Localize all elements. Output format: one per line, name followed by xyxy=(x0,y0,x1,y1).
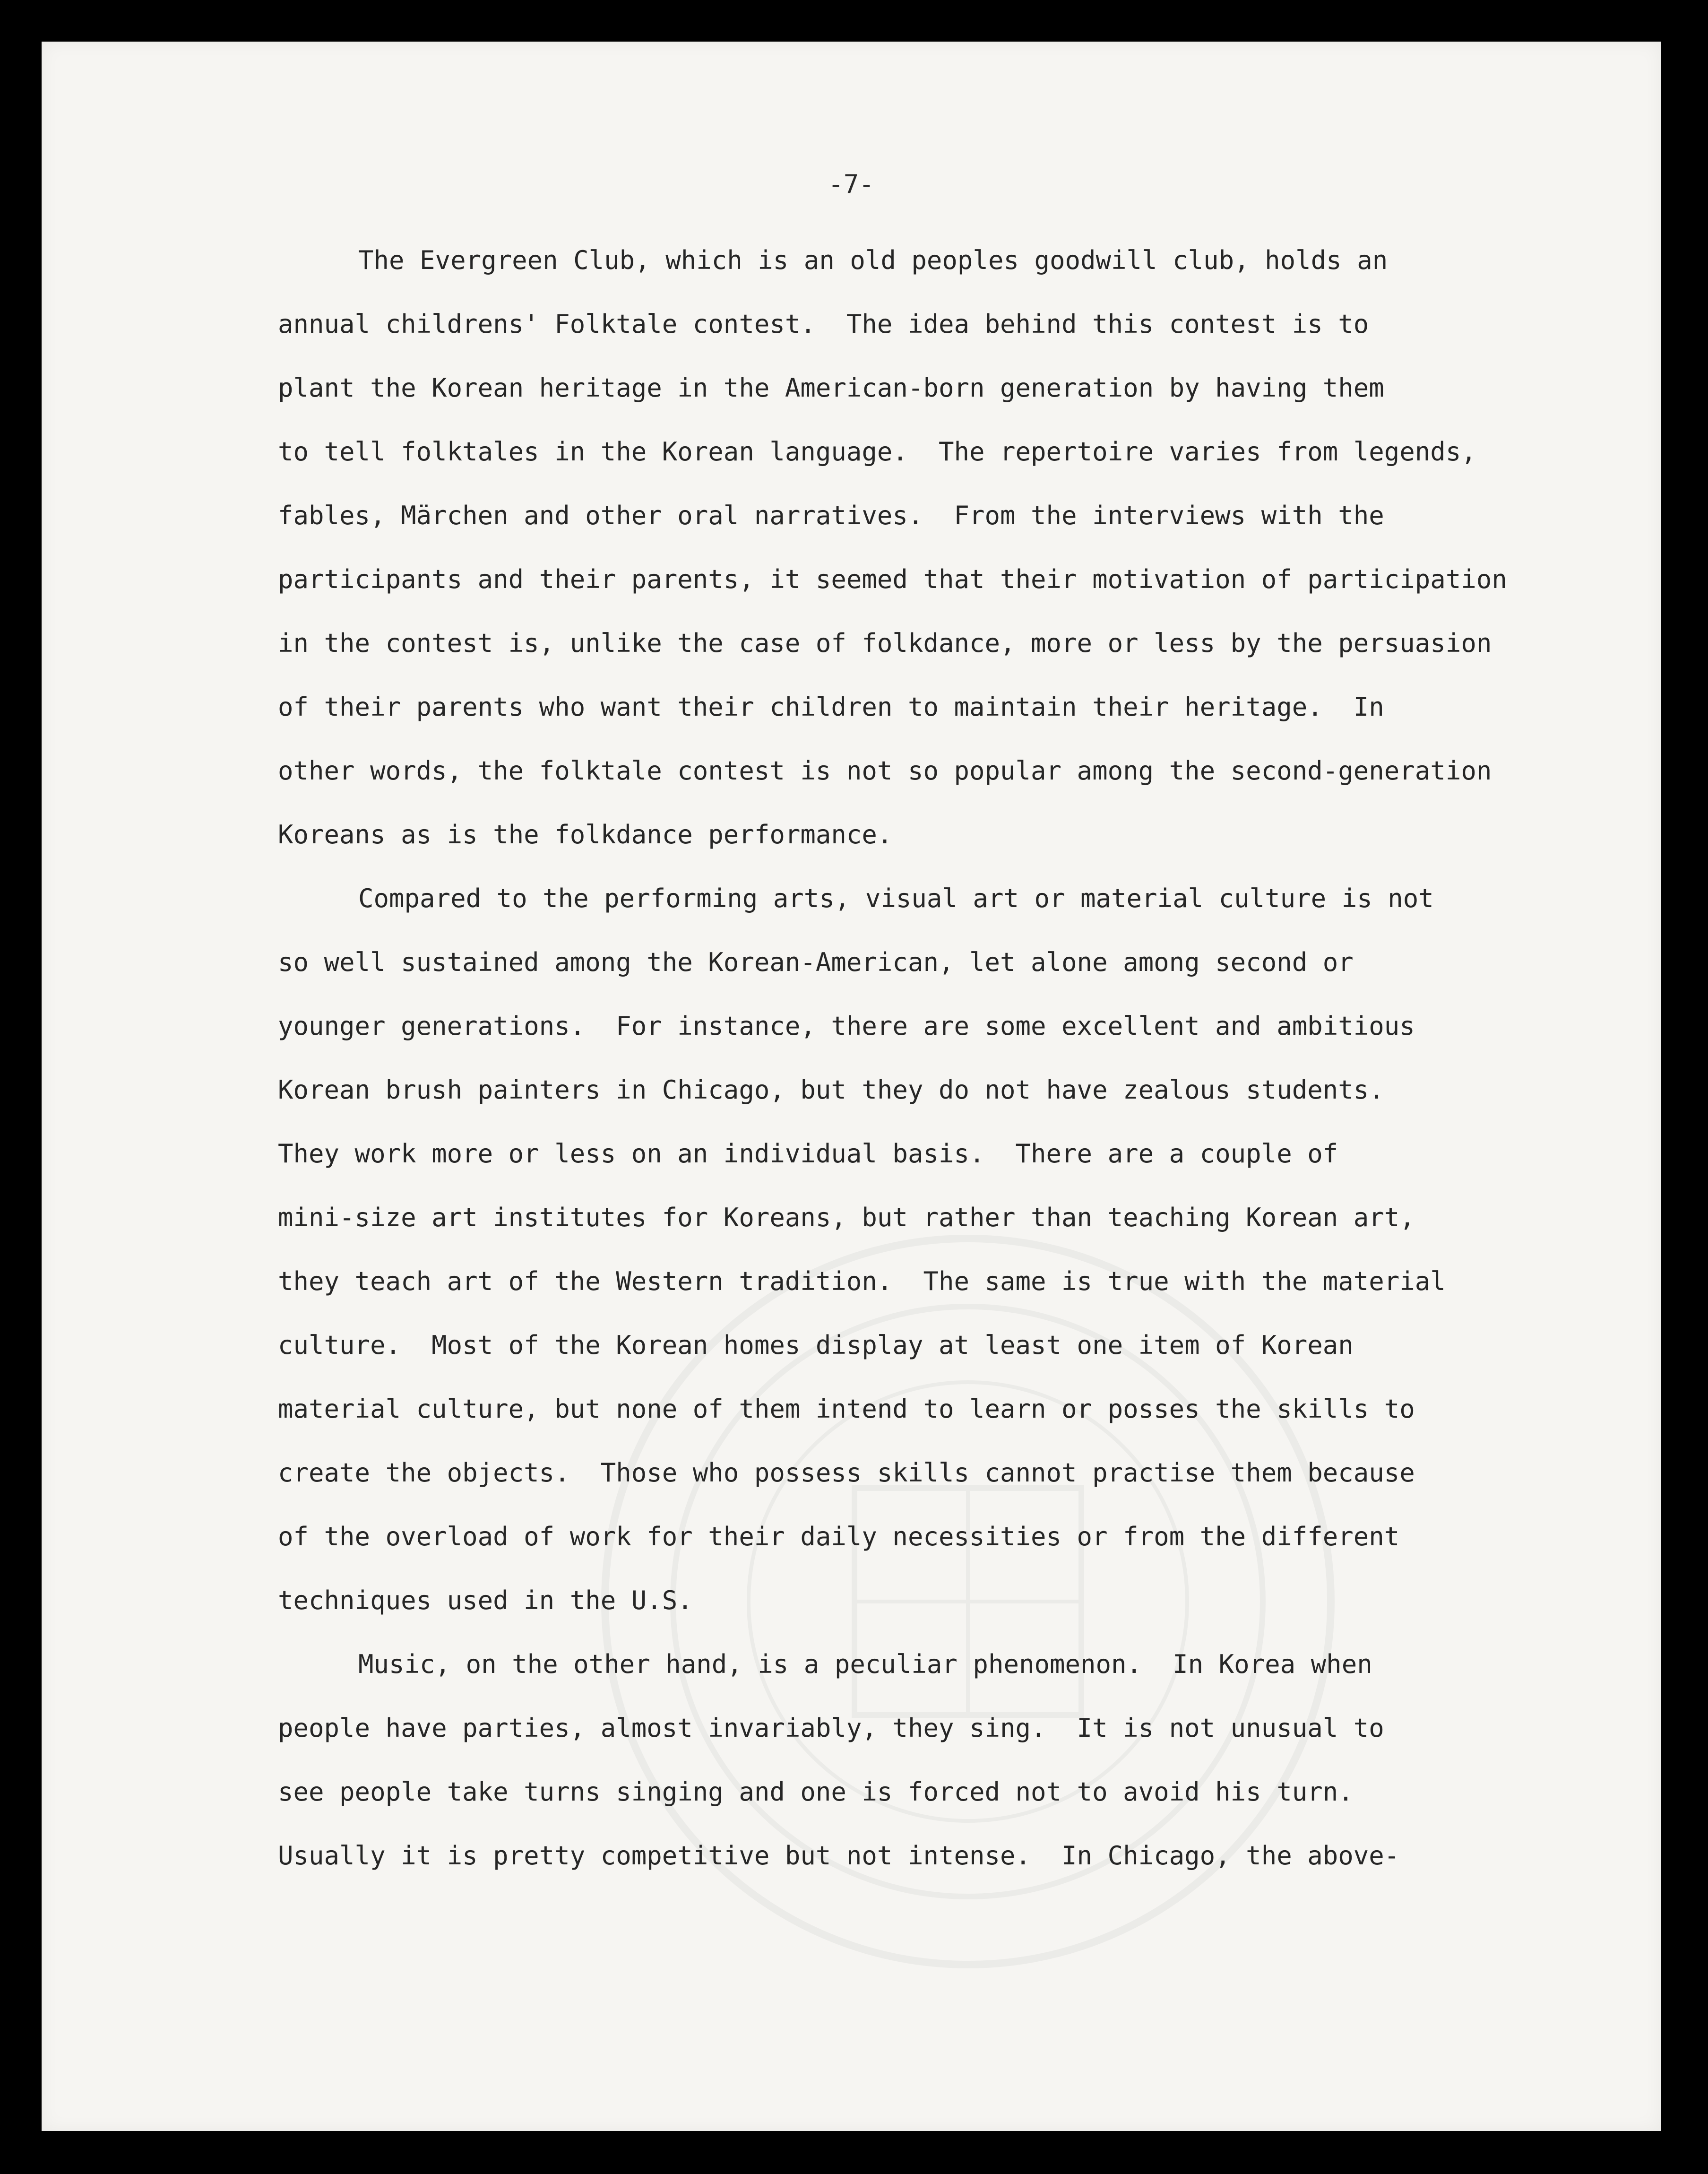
paragraph-1-line-5: fables, Märchen and other oral narratives. From the interviews with the xyxy=(278,501,1384,530)
paragraph-2-line-4: Korean brush painters in Chicago, but they do not have zealous students. xyxy=(278,1075,1384,1105)
paragraph-3-line-4: Usually it is pretty competitive but not intense. In Chicago, the above- xyxy=(278,1841,1400,1871)
paragraph-1-line-7: in the contest is, unlike the case of folkdance, more or less by the persuasion xyxy=(278,628,1492,658)
paragraph-1-line-3: plant the Korean heritage in the American-born generation by having them xyxy=(278,373,1384,403)
paragraph-2-line-6: mini-size art institutes for Koreans, but rather than teaching Korean art, xyxy=(278,1203,1415,1232)
paragraph-3-line-1: Music, on the other hand, is a peculiar phenomenon. In Korea when xyxy=(358,1649,1372,1679)
document-page xyxy=(42,42,1661,2131)
paragraph-2-line-12: techniques used in the U.S. xyxy=(278,1585,693,1615)
paragraph-2-line-3: younger generations. For instance, there are some excellent and ambitious xyxy=(278,1011,1415,1041)
paragraph-1-line-8: of their parents who want their children to maintain their heritage. In xyxy=(278,692,1384,722)
paragraph-1-line-2: annual childrens' Folktale contest. The idea behind this contest is to xyxy=(278,309,1369,339)
paragraph-2-line-1: Compared to the performing arts, visual art or material culture is not xyxy=(358,883,1434,913)
paragraph-2-line-9: material culture, but none of them intend to learn or posses the skills to xyxy=(278,1394,1415,1424)
paragraph-2-line-8: culture. Most of the Korean homes display at least one item of Korean xyxy=(278,1330,1354,1360)
paragraph-1-line-9: other words, the folktale contest is not so popular among the second-generation xyxy=(278,756,1492,786)
paragraph-1-line-1: The Evergreen Club, which is an old peoples goodwill club, holds an xyxy=(358,245,1388,275)
paragraph-2-line-10: create the objects. Those who possess skills cannot practise them because xyxy=(278,1458,1415,1488)
paragraph-1-line-6: participants and their parents, it seemed that their motivation of participation xyxy=(278,564,1507,594)
paragraph-2-line-2: so well sustained among the Korean-American, let alone among second or xyxy=(278,947,1354,977)
body-text xyxy=(278,228,1630,1888)
paragraph-3-line-2: people have parties, almost invariably, they sing. It is not unusual to xyxy=(278,1713,1384,1743)
paragraph-2-line-7: they teach art of the Western tradition. The same is true with the material xyxy=(278,1266,1446,1296)
paragraph-1-line-4: to tell folktales in the Korean language. The repertoire varies from legends, xyxy=(278,437,1476,467)
paragraph-2-line-5: They work more or less on an individual basis. There are a couple of xyxy=(278,1139,1338,1169)
page-number: -7- xyxy=(828,169,874,199)
paragraph-2-line-11: of the overload of work for their daily necessities or from the different xyxy=(278,1522,1400,1551)
paragraph-1-line-10: Koreans as is the folkdance performance. xyxy=(278,820,893,849)
paragraph-3-line-3: see people take turns singing and one is forced not to avoid his turn. xyxy=(278,1777,1354,1807)
